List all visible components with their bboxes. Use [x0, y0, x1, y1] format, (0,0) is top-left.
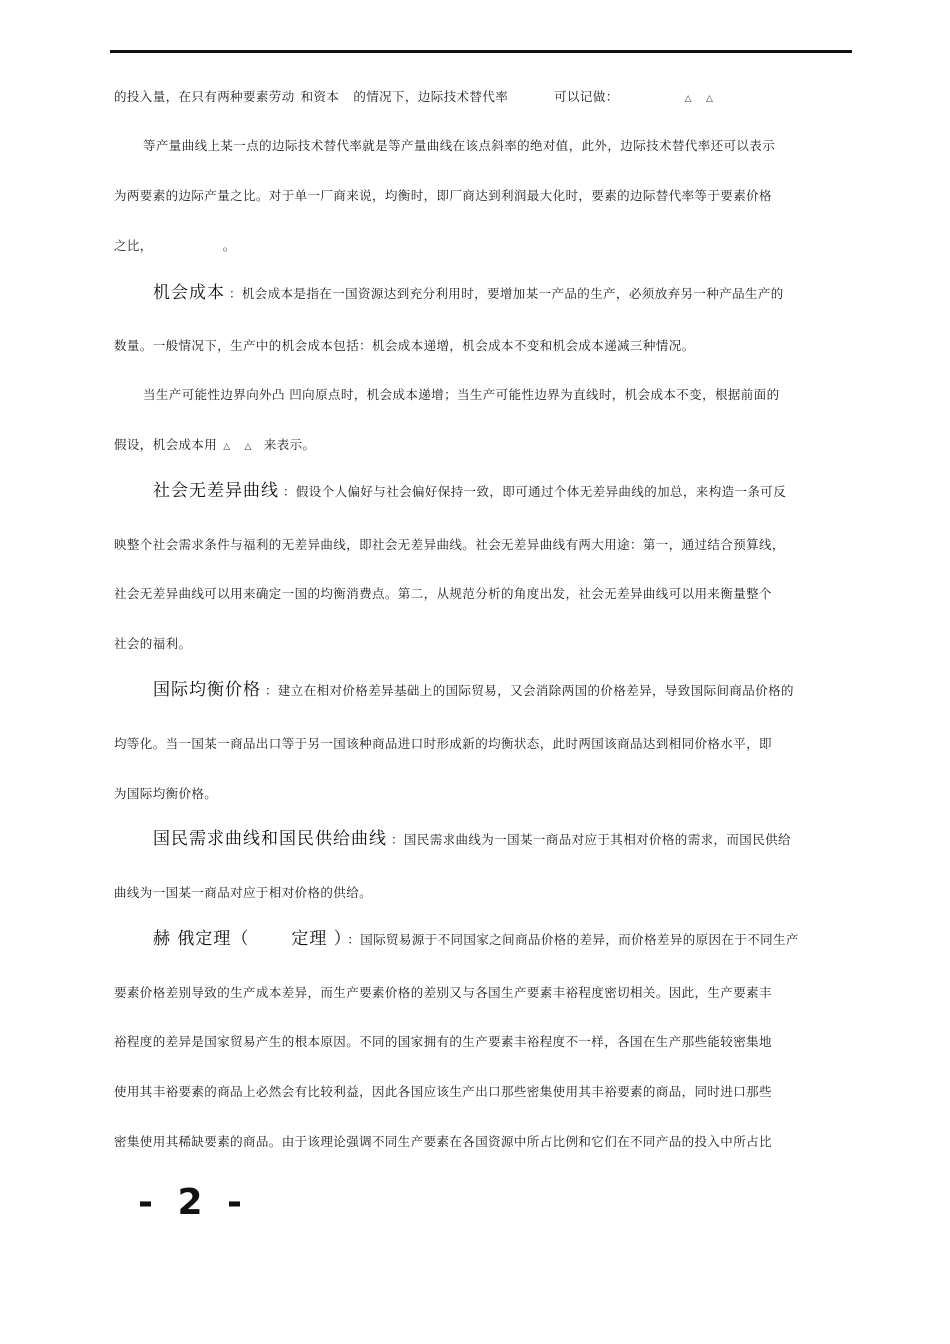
text-line-20: 裕程度的差异是国家贸易产生的根本原因。不同的国家拥有的生产要素丰裕程度不一样，各国在生产那些能较密集地 — [114, 1034, 772, 1049]
text-line-10: 映整个社会需求条件与福利的无差异曲线，即社会无差异曲线。社会无差异曲线有两大用途：第一，通过结合预算线， — [114, 537, 785, 552]
text-line-8 — [114, 436, 854, 456]
text-line-11: 社会无差异曲线可以用来确定一国的均衡消费点。第二，从规范分析的角度出发，社会无差异曲线可以用来衡量整个 — [114, 586, 772, 601]
text-line-15: 为国际均衡价格。 — [114, 786, 218, 801]
text: 之比， — [114, 238, 153, 253]
text: 的投入量，在只有两种要素劳动 — [114, 89, 295, 104]
text-line-19: 要素价格差别导致的生产成本差异，而生产要素价格的差别又与各国生产要素丰裕程度密切相关。因此，生产要素丰 — [114, 985, 772, 1000]
text-line-14: 均等化。当一国某一商品出口等于另一国该种商品进口时形成新的均衡状态，此时两国该商品达到相同价格水平，即 — [114, 736, 772, 751]
term-heading: 赫 俄定理（ — [153, 929, 250, 949]
term-heading: 国际均衡价格 — [153, 680, 261, 700]
delta-symbol: △ — [684, 94, 692, 104]
text-line-22: 密集使用其稀缺要素的商品。由于该理论强调不同生产要素在各国资源中所占比例和它们在不同产品的投入中所占比 — [114, 1134, 772, 1149]
delta-symbol: △ — [223, 442, 231, 452]
term-heading: 国民需求曲线和国民供给曲线 — [153, 829, 387, 849]
text: 的情况下，边际技术替代率 — [353, 89, 509, 104]
delta-symbol: △ — [705, 94, 714, 104]
text-line-3: 为两要素的边际产量之比。对于单一厂商来说，均衡时，即厂商达到利润最大化时，要素的边际替代率等于要素价格 — [114, 188, 772, 203]
text: 来表示。 — [263, 437, 316, 452]
header-rule — [110, 50, 852, 53]
term-national-demand-supply-curves — [153, 830, 893, 849]
text: ：建立在相对价格差异基础上的国际贸易，又会消除两国的价格差异，导致国际间商品价格的 — [265, 683, 794, 698]
text: ：假设个人偏好与社会偏好保持一致，即可通过个体无差异曲线的加总，来构造一条可反 — [283, 484, 787, 499]
text-line-2: 等产量曲线上某一点的边际技术替代率就是等产量曲线在该点斜率的绝对值，此外，边际技术替代率还可以表示 — [143, 138, 776, 153]
term-opportunity-cost — [153, 284, 893, 303]
term-international-equilibrium-price — [153, 681, 893, 700]
text: 假设，机会成本用 — [114, 437, 218, 452]
text-line-12: 社会的福利。 — [114, 636, 192, 651]
text-line-1 — [114, 88, 854, 108]
text: 和资本 — [300, 89, 340, 104]
text: ：国际贸易源于不同国家之间商品价格的差异，而价格差异的原因在于不同生产 — [347, 932, 799, 947]
text: 。 — [222, 238, 236, 253]
text: ：国民需求曲线为一国某一商品对应于其相对价格的需求，而国民供给 — [391, 832, 791, 847]
text-line-7: 当生产可能性边界向外凸 凹向原点时，机会成本递增；当生产可能性边界为直线时，机会成本不变，根据前面的 — [143, 387, 780, 402]
text-line-17: 曲线为一国某一商品对应于相对价格的供给。 — [114, 885, 373, 900]
text-line-21: 使用其丰裕要素的商品上必然会有比较利益，因此各国应该生产出口那些密集使用其丰裕要素的商品，同时进口那些 — [114, 1084, 772, 1099]
term-heading: 社会无差异曲线 — [153, 481, 279, 501]
term-heading: 机会成本 — [153, 283, 225, 303]
page-number: - 2 - — [138, 1182, 248, 1223]
term-heading: 定理 ） — [291, 929, 344, 949]
delta-symbol: △ — [244, 442, 252, 452]
term-social-indifference-curve — [153, 482, 893, 501]
text-line-6: 数量。一般情况下，生产中的机会成本包括：机会成本递增，机会成本不变和机会成本递减三种情况。 — [114, 338, 695, 353]
text: ：机会成本是指在一国资源达到充分利用时，要增加某一产品的生产，必须放弃另一种产品生产的 — [229, 286, 784, 301]
term-heckscher-ohlin-theorem — [153, 930, 893, 949]
text-line-4 — [114, 237, 854, 255]
text: 可以记做： — [554, 89, 619, 104]
